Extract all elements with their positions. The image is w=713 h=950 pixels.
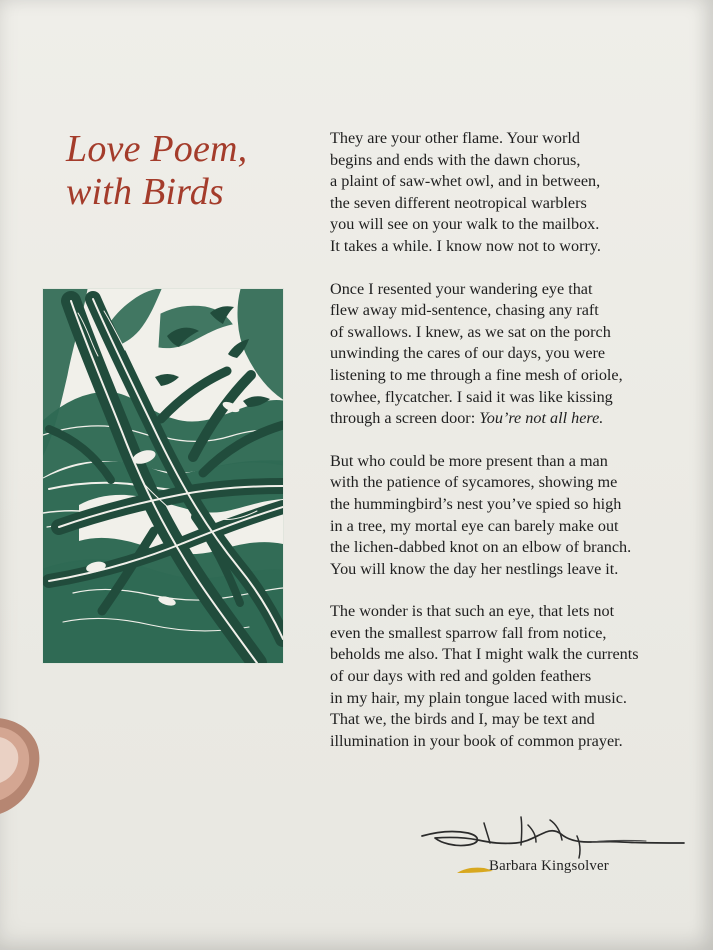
stanza-1-line-5: you will see on your walk to the mailbox. [330, 215, 600, 234]
thumb-svg [0, 712, 62, 822]
stanza-1-line-2: begins and ends with the dawn chorus, [330, 150, 581, 169]
stanza-1 [330, 128, 680, 258]
stanza-4 [330, 601, 680, 752]
title-line-1: Love Poem, [66, 128, 248, 170]
woodcut-svg [43, 289, 283, 663]
stanza-3-line-6: You will know the day her nestlings leave it. [330, 559, 619, 578]
stanza-2-italic-phrase: You’re not all here. [479, 409, 604, 428]
stanza-2-line-6: towhee, flycatcher. I said it was like kissing [330, 387, 613, 406]
stanza-1-line-6: It takes a while. I know now not to worry. [330, 236, 601, 255]
author-name: Barbara Kingsolver [489, 858, 609, 874]
stanza-4-line-5: in my hair, my plain tongue laced with music. [330, 688, 627, 707]
poem-text [330, 128, 680, 773]
author-signature [420, 812, 685, 862]
stanza-2-line-5: listening to me through a fine mesh of oriole, [330, 365, 623, 384]
stanza-4-line-3: beholds me also. That I might walk the currents [330, 645, 639, 664]
stanza-4-line-4: of our days with red and golden feathers [330, 667, 592, 686]
stanza-1-line-4: the seven different neotropical warblers [330, 193, 587, 212]
signature-svg [420, 812, 685, 862]
stanza-3-line-3: the hummingbird’s nest you’ve spied so high [330, 494, 622, 513]
stanza-1-line-3: a plaint of saw-whet owl, and in between, [330, 172, 601, 191]
stanza-4-line-1: The wonder is that such an eye, that lets not [330, 602, 615, 621]
stanza-2-line-7-roman: through a screen door: [330, 409, 476, 428]
stanza-3-line-2: with the patience of sycamores, showing me [330, 473, 618, 492]
thumb-image [0, 712, 62, 822]
stanza-2-line-3: of swallows. I knew, as we sat on the porch [330, 322, 611, 341]
poem-title [66, 128, 296, 213]
stanza-2 [330, 279, 680, 430]
stanza-4-line-2: even the smallest sparrow fall from notice, [330, 623, 607, 642]
stanza-3-line-5: the lichen-dabbed knot on an elbow of branch. [330, 538, 632, 557]
stanza-2-line-7 [330, 408, 680, 430]
stanza-2-line-1: Once I resented your wandering eye that [330, 279, 593, 298]
woodcut-illustration [42, 288, 284, 664]
stanza-3-line-1: But who could be more present than a man [330, 451, 608, 470]
stanza-2-line-4: unwinding the cares of our days, you were [330, 344, 606, 363]
stanza-3-line-4: in a tree, my mortal eye can barely make out [330, 516, 619, 535]
stanza-1-line-1: They are your other flame. Your world [330, 129, 580, 147]
stanza-3 [330, 451, 680, 581]
stanza-4-line-6: That we, the birds and I, may be text and [330, 710, 595, 729]
title-line-2: with Birds [66, 170, 224, 213]
stanza-2-line-2: flew away mid-sentence, chasing any raft [330, 301, 599, 320]
stanza-4-line-7: illumination in your book of common prayer. [330, 731, 623, 750]
